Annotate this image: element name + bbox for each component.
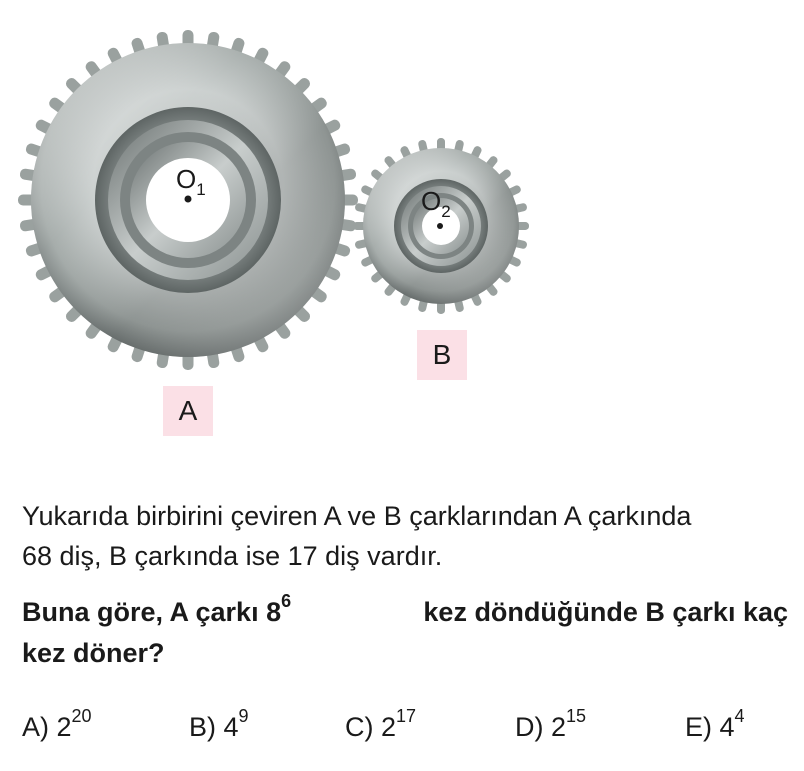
prompt-exponent: 6 [281, 591, 292, 611]
answer-options [22, 707, 792, 747]
prompt-part-1: Buna göre, A çarkı 8 [22, 597, 282, 627]
question-prompt [22, 592, 788, 674]
gear-b-label: B [417, 330, 467, 380]
center-label-o1: $O_1$ [176, 164, 206, 199]
gear-a-label: A [163, 386, 213, 436]
gear-a [18, 30, 358, 370]
option-e[interactable]: E) $4^4$ [685, 706, 745, 742]
prompt-line-1 [22, 592, 788, 633]
gear-b-center-point [437, 223, 443, 229]
option-a[interactable]: A) $2^{20}$ [22, 706, 92, 742]
question-line-2: 68 diş, B çarkında ise 17 diş vardır. [22, 541, 443, 571]
center-label-o2: $O_2$ [421, 186, 451, 221]
option-d[interactable]: D) $2^{15}$ [515, 706, 587, 742]
prompt-part-2: kez döndüğünde B çarkı kaç [423, 597, 788, 627]
option-c[interactable]: C) $2^{17}$ [345, 706, 417, 742]
gear-b [353, 138, 529, 314]
question-line-1: Yukarıda birbirini çeviren A ve B çarklarından A çarkında [22, 501, 692, 531]
question-text [22, 496, 788, 576]
prompt-line-2: kez döner? [22, 638, 165, 668]
option-b[interactable]: B) $4^9$ [189, 706, 249, 742]
